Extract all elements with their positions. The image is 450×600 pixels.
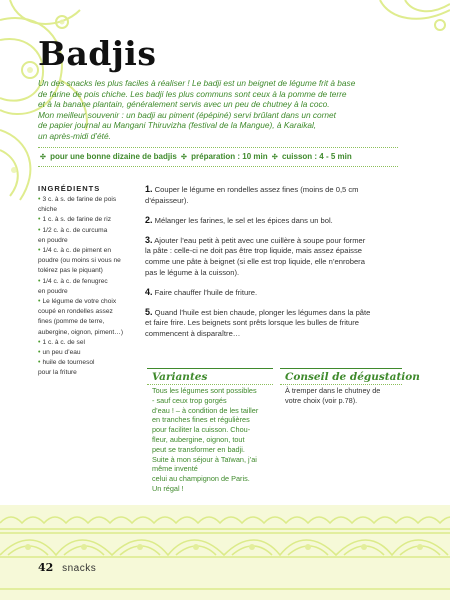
box-line: Suite à mon séjour à Taïwan, j’ai: [152, 454, 257, 464]
ingredient-text: en poudre: [38, 236, 68, 244]
intro-line: un après-midi d’été.: [38, 130, 111, 141]
recipe-title: Badjis: [38, 34, 157, 73]
step-text: commencent à disparaître…: [145, 328, 241, 338]
step-line: [145, 235, 400, 247]
ingredient-text: tolérez pas le piquant): [38, 267, 103, 275]
step-item: [145, 215, 400, 227]
variantes-rule: [147, 368, 273, 369]
step-item: [145, 184, 400, 206]
ingredient-line: [38, 358, 140, 368]
ingredient-text: poudre (ou moins si vous ne: [38, 257, 121, 265]
flower-icon: ✣: [181, 154, 187, 161]
box-line: celui au champignon de Paris.: [152, 474, 250, 484]
step-text: Ajouter l’eau petit à petit avec une cuillère à soupe pour former: [154, 235, 366, 245]
step-text: Faire chauffer l’huile de friture.: [154, 287, 258, 297]
bullet-icon: •: [38, 247, 41, 255]
ingredient-line: [38, 205, 140, 215]
ingredient-line: [38, 246, 140, 256]
step-item: [145, 235, 400, 278]
conseil-rule: [280, 368, 402, 369]
step-text: d’épaisseur).: [145, 195, 189, 205]
page-footer: [38, 561, 96, 574]
step-line: [145, 215, 400, 227]
preparation-time: préparation : 10 min: [191, 152, 268, 161]
ingredient-line: [38, 307, 140, 317]
flower-icon: ✣: [271, 154, 278, 161]
bullet-icon: •: [38, 298, 41, 306]
intro-line: et à la banane plantain, généralement servis avec un peu de chutney à la coco.: [38, 99, 330, 110]
box-line: en tranches fines et régulières: [152, 415, 250, 425]
step-text: Quand l’huile est bien chaude, plonger les légumes dans la pâte: [154, 307, 371, 317]
variantes-heading: Variantes: [152, 371, 208, 383]
step-line: [145, 287, 400, 299]
intro-line: Mon meilleur souvenir : un badji au piment (épépiné) servi brûlant dans un cornet: [38, 109, 336, 120]
step-text: la pâte : celle-ci ne doit pas être trop liquide, mais assez épaisse: [145, 246, 362, 256]
intro-line: Un des snacks les plus faciles à réaliser ! Le badji est un beignet de légume frit à base: [38, 78, 356, 88]
cooking-time: cuisson : 4 - 5 min: [281, 152, 352, 161]
step-line: [145, 184, 400, 196]
box-line: peut se transformer en badji.: [152, 444, 245, 454]
intro-paragraph: [38, 78, 408, 142]
ingredient-line: [38, 236, 140, 246]
recipe-info-line: [38, 152, 408, 161]
ingredient-line: [38, 368, 140, 378]
step-item: [145, 307, 400, 340]
step-line: [145, 257, 400, 268]
ingredient-text: un peu d’eau: [42, 349, 81, 357]
ingredient-line: [38, 328, 140, 338]
bullet-icon: •: [38, 338, 41, 346]
box-line: votre choix (voir p.78).: [285, 395, 358, 405]
divider-top: [38, 147, 398, 148]
step-number: 3.: [145, 234, 153, 245]
divider-bottom: [38, 166, 398, 167]
step-line: [145, 318, 400, 329]
ingredient-text: 1 c. à c. de sel: [42, 338, 85, 346]
ingredient-text: huile de tournesol: [42, 359, 95, 367]
step-text: Mélanger les farines, le sel et les épices dans un bol.: [154, 215, 333, 225]
ingredient-text: 1/4 c. à c. de piment en: [42, 247, 111, 255]
box-line: Tous les légumes sont possibles: [152, 386, 257, 395]
ingredient-text: pour la friture: [38, 369, 77, 377]
intro-line: de papier journal au Mangani Thiruvizha (festival de la Mangue), à Karaikal,: [38, 120, 317, 131]
section-name: snacks: [62, 563, 97, 574]
ingredient-line: [38, 215, 140, 225]
step-number: 4.: [145, 286, 153, 297]
ingredient-text: 1/4 c. à c. de fenugrec: [42, 277, 108, 285]
intro-line: de farine de pois chiche. Les badji les plus communs sont ceux à la pomme de terre: [38, 88, 347, 99]
box-line: - sauf ceux trop gorgés: [152, 395, 227, 405]
variantes-rule-dotted: [147, 384, 273, 385]
ingredient-text: aubergine, oignon, piment…): [38, 328, 124, 336]
box-line: À tremper dans le chutney de: [285, 386, 381, 395]
step-text: comme une pâte à beignet (si elle est trop liquide, elle n’enrobera: [145, 256, 365, 266]
portions-text: pour une bonne dizaine de badjis: [50, 152, 177, 161]
ingredient-line: [38, 317, 140, 327]
ingredient-line: [38, 277, 140, 287]
bullet-icon: •: [38, 349, 41, 357]
ingredient-text: fines (pomme de terre,: [38, 318, 105, 326]
step-line: [145, 307, 400, 319]
paisley-ornament-top-right: [360, 0, 450, 40]
box-line: Un régal !: [152, 483, 184, 493]
ingredient-line: [38, 297, 140, 307]
ingredient-line: [38, 226, 140, 236]
ingredient-text: 3 c. à s. de farine de pois: [42, 196, 117, 203]
page-number: 42: [38, 561, 54, 574]
variantes-text: [152, 386, 272, 494]
conseil-heading: Conseil de dégustation: [285, 371, 420, 383]
box-line: fleur, aubergine, oignon, tout: [152, 434, 245, 444]
ingredient-text: en poudre: [38, 287, 68, 295]
bullet-icon: •: [38, 359, 41, 367]
step-line: [145, 196, 400, 207]
bullet-icon: •: [38, 226, 41, 234]
ingredient-line: [38, 266, 140, 276]
step-item: [145, 287, 400, 299]
steps-list: [145, 184, 400, 348]
bullet-icon: •: [38, 216, 41, 224]
step-text: et faire frire. Les beignets sont prêts lorsque les bulles de friture: [145, 318, 360, 328]
bullet-icon: •: [38, 196, 41, 203]
ingredient-line: [38, 338, 140, 348]
step-number: 2.: [145, 214, 153, 225]
conseil-text: [285, 386, 405, 406]
ingredient-line: [38, 195, 140, 205]
ingredient-text: 1 c. à s. de farine de riz: [42, 216, 111, 224]
ingredients-list: [38, 195, 140, 379]
ingredients-heading: INGRÉDIENTS: [38, 184, 101, 193]
ingredient-text: 1/2 c. à c. de curcuma: [42, 226, 108, 234]
bullet-icon: •: [38, 277, 41, 285]
box-line: pour faciliter la cuisson. Chou-: [152, 425, 251, 435]
step-line: [145, 329, 400, 340]
step-line: [145, 268, 400, 279]
step-text: pas le légume à la cuisson).: [145, 267, 240, 277]
ingredient-line: [38, 256, 140, 266]
step-number: 1.: [145, 184, 153, 194]
box-line: même inventé: [152, 464, 198, 474]
flower-icon: ✣: [40, 154, 46, 161]
ingredient-line: [38, 348, 140, 358]
step-number: 5.: [145, 306, 153, 317]
step-text: Couper le légume en rondelles assez fines (moins de 0,5 cm: [154, 185, 359, 194]
decorative-frieze-bottom: [0, 505, 450, 600]
step-line: [145, 246, 400, 257]
ingredient-text: chiche: [38, 206, 58, 214]
ingredient-text: coupé en rondelles assez: [38, 308, 113, 316]
ingredient-text: Le légume de votre choix: [42, 298, 117, 306]
box-line: d’eau ! – à condition de les tailler: [152, 405, 259, 415]
ingredient-line: [38, 287, 140, 297]
conseil-rule-dotted: [280, 384, 402, 385]
